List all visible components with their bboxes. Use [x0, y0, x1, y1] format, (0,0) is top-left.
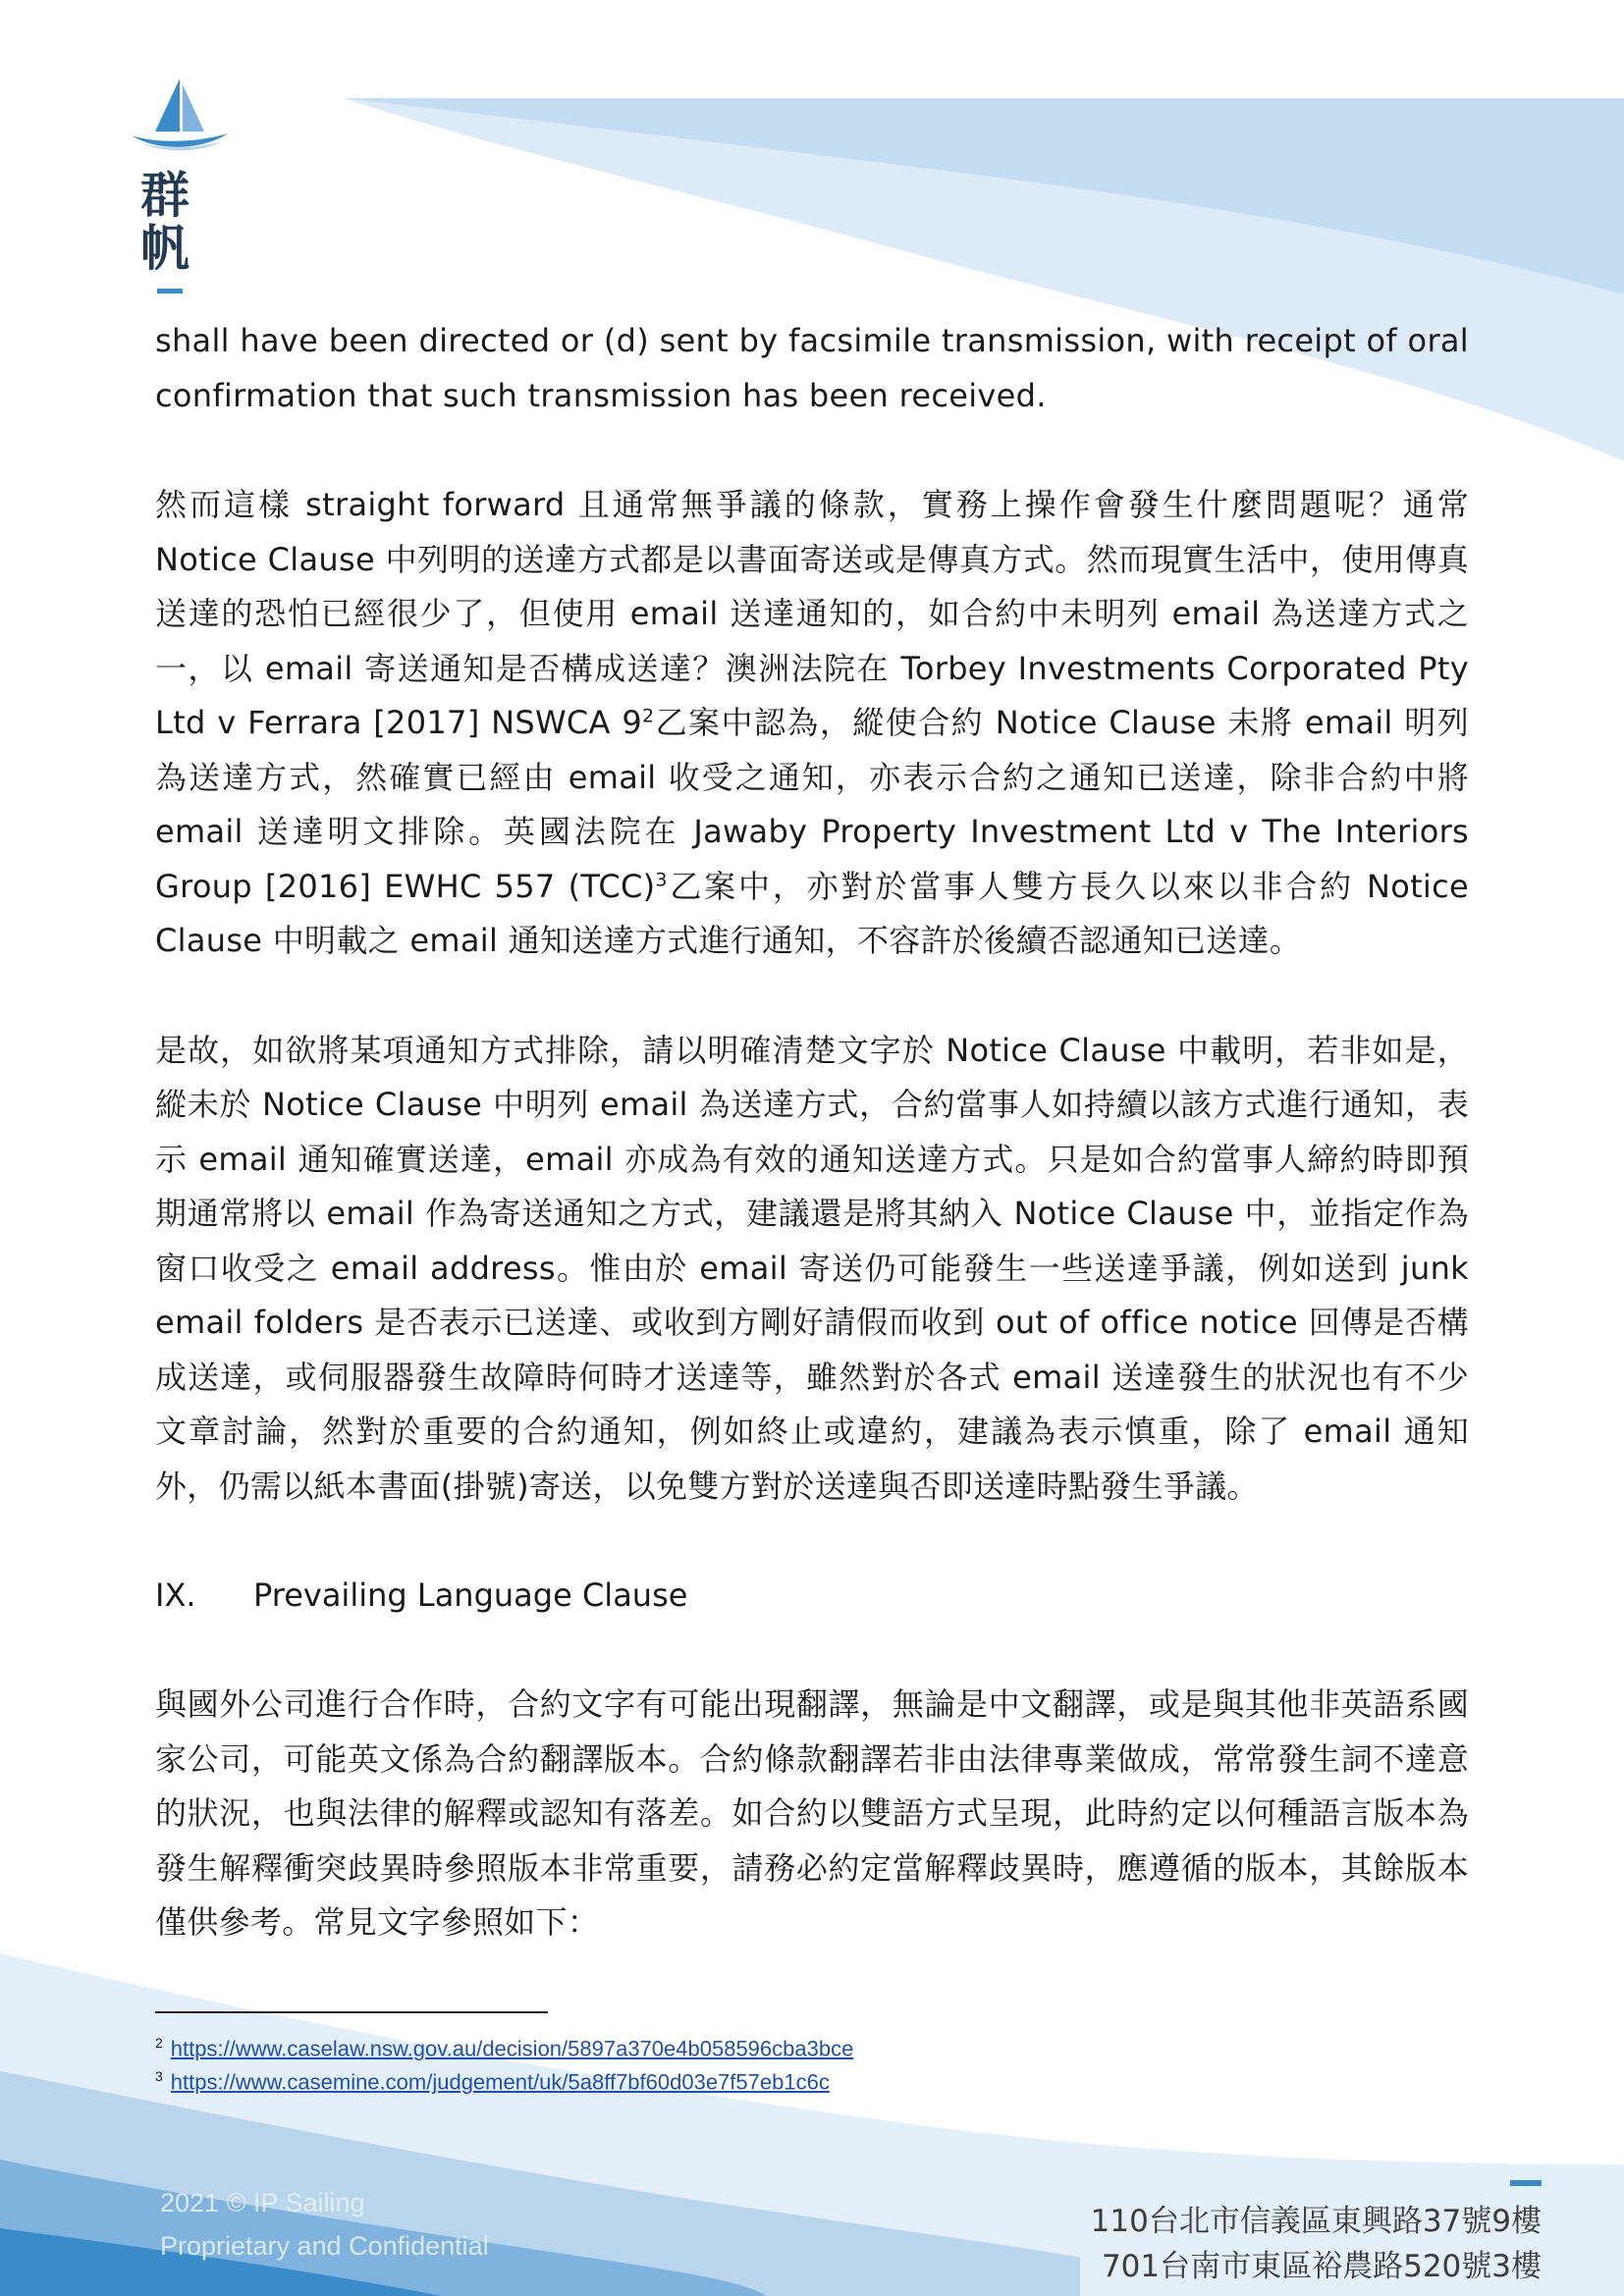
logo-char-2: 帆	[140, 220, 189, 277]
footer-copyright: 2021 © IP Sailing	[160, 2188, 365, 2217]
footnote-divider	[155, 2011, 548, 2013]
footer-copyright-block	[160, 2181, 489, 2268]
paragraph-text-c: 乙案中，亦對於當事人雙方長久以來以非合約 Notice Clause 中明載之 email 通知送達方式進行通知，不容許於後續否認通知已送達。	[155, 867, 1469, 959]
footer-confidential: Proprietary and Confidential	[160, 2231, 489, 2261]
section-heading	[155, 1569, 1469, 1623]
paragraph-text-a: 然而這樣 straight forward 且通常無爭議的條款，實務上操作會發生什麼問題呢？通常 Notice Clause 中列明的送達方式都是以書面寄送或是傳真方式。然而現實生活中，使用傳真送達的恐怕已經很少了，但使用 email 送達通知的，如合約中未明列 email 為送達方式之一，以 email 寄送通知是否構成送達？澳洲法院在 Torbey Investments Corporated Pty Ltd v Ferrara [2017] NSWCA 9	[155, 486, 1469, 741]
footer-accent-bar	[1510, 2180, 1542, 2186]
paragraph-recommendation: 是故，如欲將某項通知方式排除，請以明確清楚文字於 Notice Clause 中載明，若非如是，縱未於 Notice Clause 中明列 email 為送達方式，合約當事人如持續以該方式進行通知，表示 email 通知確實送達，email 亦成為有效的通知送達方式。只是如合約當事人締約時即預期通常將以 email 作為寄送通知之方式，建議還是將其納入 Notice Clause 中，並指定作為窗口收受之 email address。惟由於 email 寄送仍可能發生一些送達爭議，例如送到 junk email folders 是否表示已送達、或收到方剛好請假而收到 out of office notice 回傳是否構成送達，或伺服器發生故障時何時才送達等，雖然對於各式 email 送達發生的狀況也有不少文章討論，然對於重要的合約通知，例如終止或違約，建議為表示慎重，除了 email 通知外，仍需以紙本書面(掛號)寄送，以免雙方對於送達與否即送達時點發生爭議。	[155, 1031, 1469, 1505]
footnote-ref-3[interactable]: 3	[655, 868, 668, 890]
footnote-2	[155, 2028, 853, 2063]
section-number: IX.	[155, 1576, 196, 1614]
footnote-link[interactable]: https://www.casemine.com/judgement/uk/5a8ff7bf60d03e7f57eb1c6c	[170, 2069, 830, 2095]
paragraph-text-b: 乙案中認為，縱使合約 Notice Clause 未將 email 明列為送達方式，然確實已經由 email 收受之通知，亦表示合約之通知已送達，除非合約中將 email 送達明文排除。英國法院在 Jawaby Property Investment Ltd v The Interiors Group [2016] EWHC 557 (TCC)	[155, 704, 1469, 905]
address-tainan: 701台南市東區裕農路520號3樓	[1101, 2249, 1542, 2284]
paragraph-prevailing-language: 與國外公司進行合作時，合約文字有可能出現翻譯，無論是中文翻譯，或是與其他非英語系國家公司，可能英文係為合約翻譯版本。合約條款翻譯若非由法律專業做成，常常發生詞不達意的狀況，也與法律的解釋或認知有落差。如合約以雙語方式呈現，此時約定以何種語言版本為發生解釋衝突歧異時參照版本非常重要，請務必約定當解釋歧異時，應遵循的版本，其餘版本僅供參考。常見文字參照如下：	[155, 1685, 1469, 1941]
paragraph-email-notice	[155, 478, 1469, 969]
logo-char-1: 群	[140, 167, 189, 224]
address-taipei: 110台北市信義區東興路37號9樓	[1090, 2204, 1542, 2239]
footnote-3	[155, 2061, 830, 2097]
footer-addresses	[1091, 2199, 1542, 2289]
footnote-mark: 3	[155, 2068, 163, 2084]
footnote-mark: 2	[155, 2035, 163, 2051]
footnote-ref-2[interactable]: 2	[642, 705, 655, 727]
paragraph-continuation: shall have been directed or (d) sent by facsimile transmission, with receipt of oral confirmation that such transmission has been received.	[155, 322, 1469, 414]
document-body	[155, 314, 1469, 2005]
section-title: Prevailing Language Clause	[253, 1576, 688, 1614]
logo-underline	[157, 289, 183, 294]
sailboat-icon	[126, 75, 234, 153]
footnote-link[interactable]: https://www.caselaw.nsw.gov.au/decision/5897a370e4b058596cba3bce	[170, 2036, 854, 2061]
